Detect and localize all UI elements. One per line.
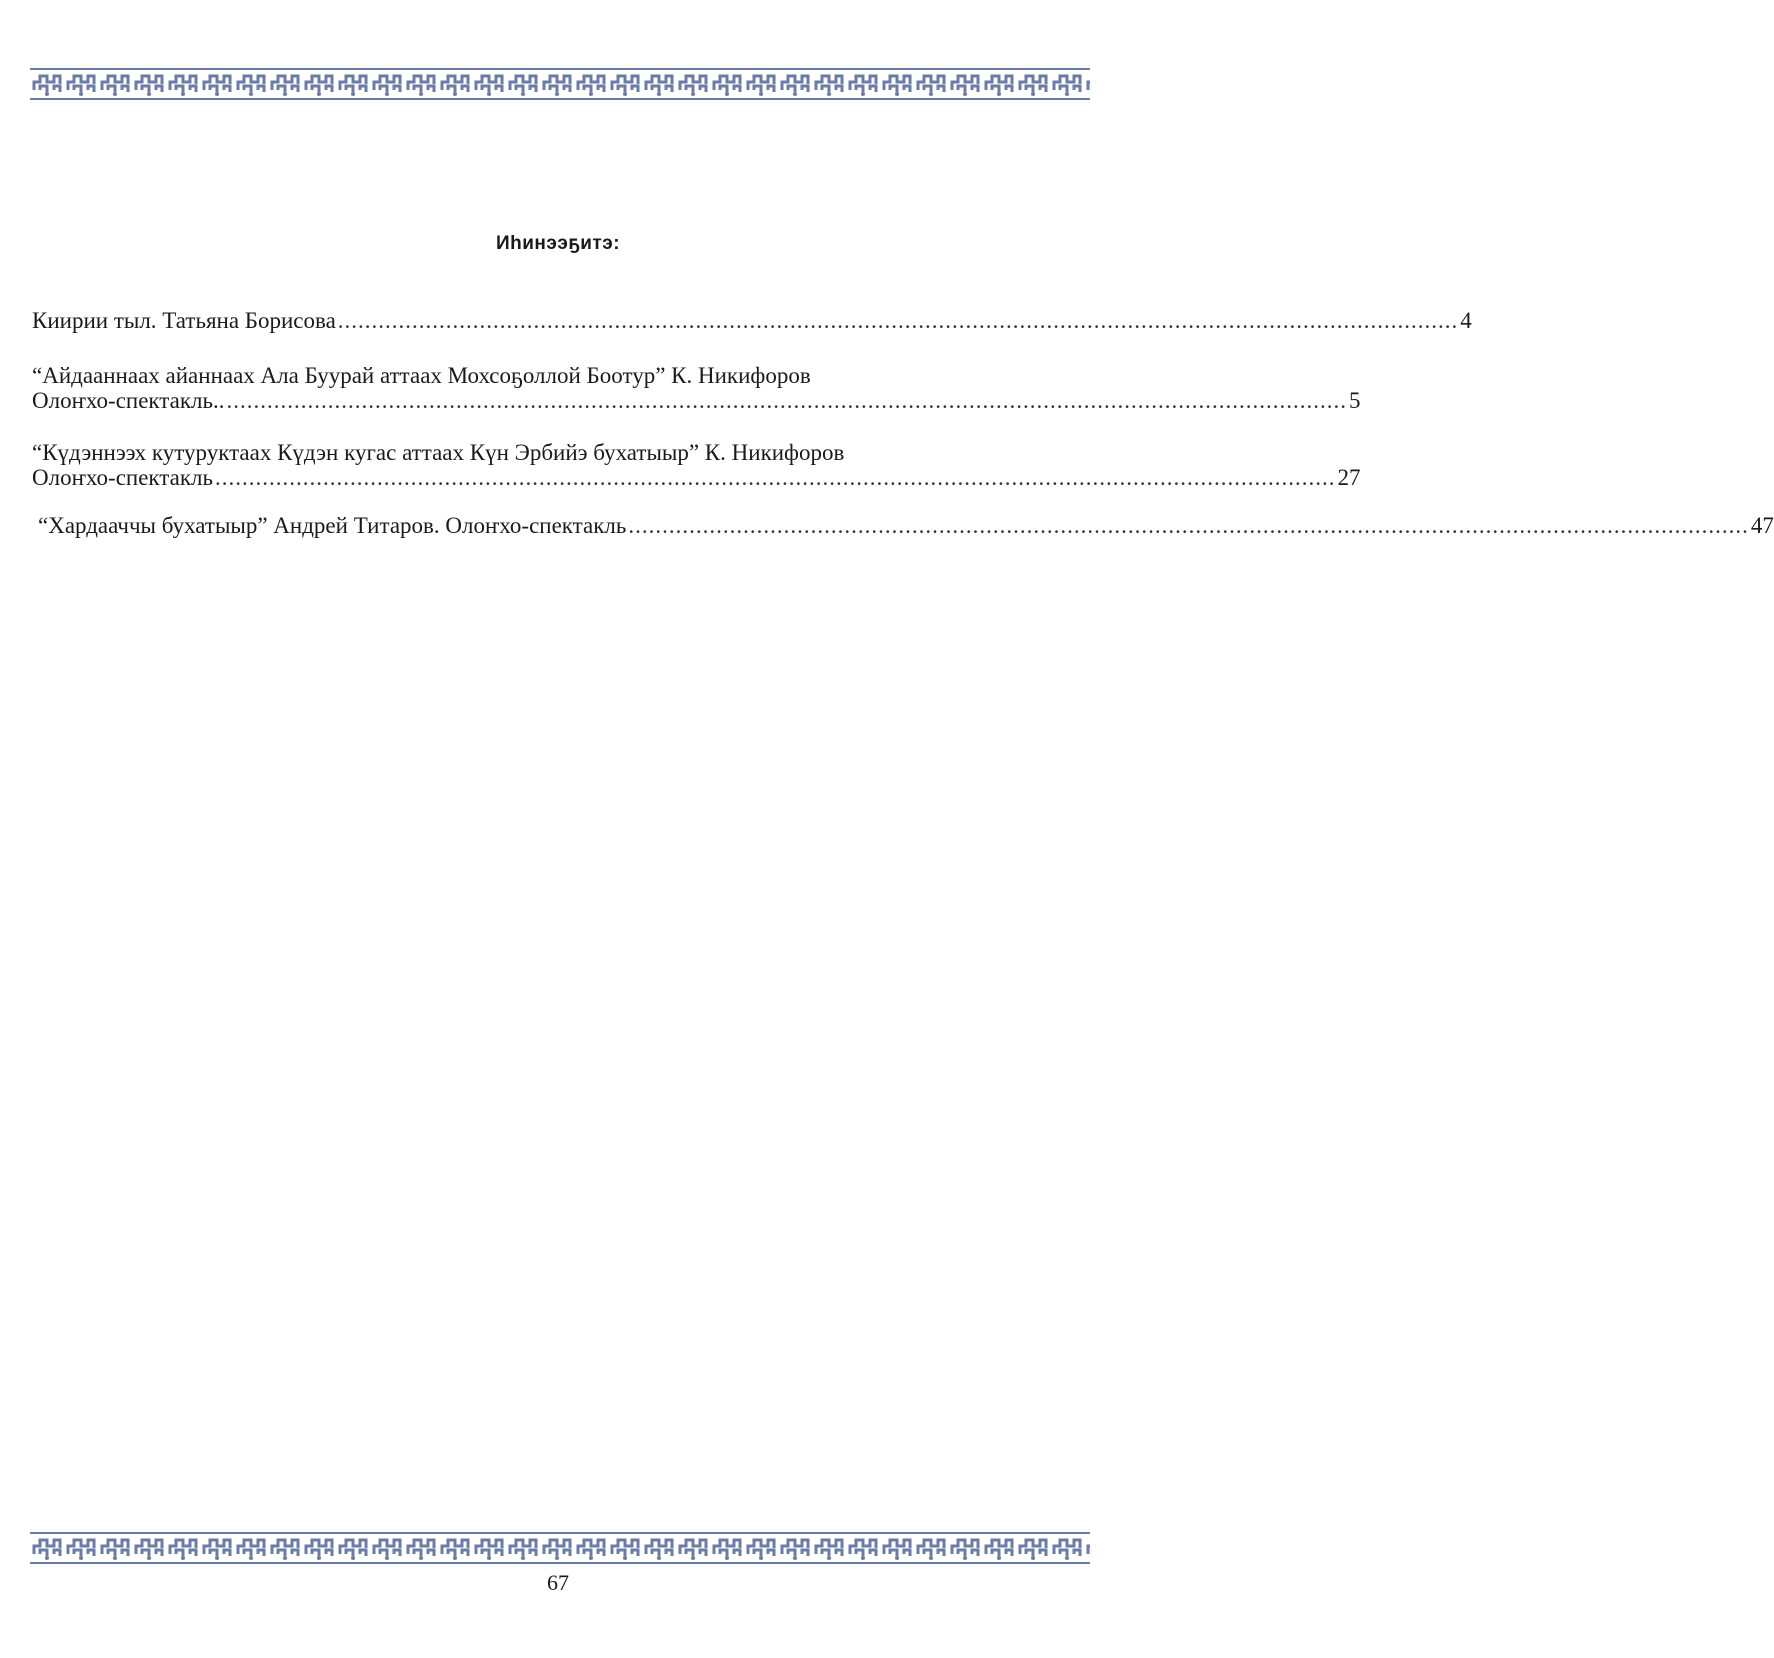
toc-entry[interactable] [32, 363, 1361, 413]
page-number: 67 [547, 1570, 569, 1595]
toc-entry[interactable] [32, 440, 1361, 490]
dot-leader: ...................................................................................................................................................................... [628, 513, 1749, 538]
ornament-pattern-icon [30, 70, 1090, 98]
toc-entry-subtitle: Олоҥхо-спектакль [32, 465, 213, 490]
toc-entry-page: 5 [1348, 388, 1361, 413]
toc-entry[interactable] [32, 308, 1472, 333]
toc-entry[interactable] [38, 513, 1774, 538]
toc-title: Иhинээҕитэ: [495, 233, 621, 254]
toc-entry-title: “Күдэннээх кутуруктаах Күдэн кугас аттаах Күн Эрбийэ бухатыыр” К. Никифоров [32, 440, 845, 465]
toc-entry-page: 4 [1460, 308, 1472, 333]
dot-leader: ...................................................................................................................................................................... [214, 465, 1336, 490]
toc-entry-subtitle: Олоҥхо-спектакль.. [32, 388, 225, 413]
toc-entry-title: “Хардааччы бухатыыр” Андрей Титаров. Олоҥхо-спектакль [38, 513, 627, 538]
toc-entry-page: 47 [1750, 513, 1774, 538]
top-ornament-border [30, 68, 1090, 100]
toc-entry-title: “Айдааннаах айаннаах Ала Буурай аттаах Мохсоҕоллой Боотур” К. Никифоров [32, 363, 811, 388]
ornament-pattern-icon [30, 1534, 1090, 1562]
dot-leader: ...................................................................................................................................................................... [226, 388, 1347, 413]
toc-entry-title: Киирии тыл. Татьяна Борисова [32, 308, 336, 333]
bottom-ornament-border [30, 1532, 1090, 1564]
dot-leader: ...................................................................................................................................................................... [337, 308, 1459, 333]
toc-entry-page: 27 [1337, 465, 1361, 490]
